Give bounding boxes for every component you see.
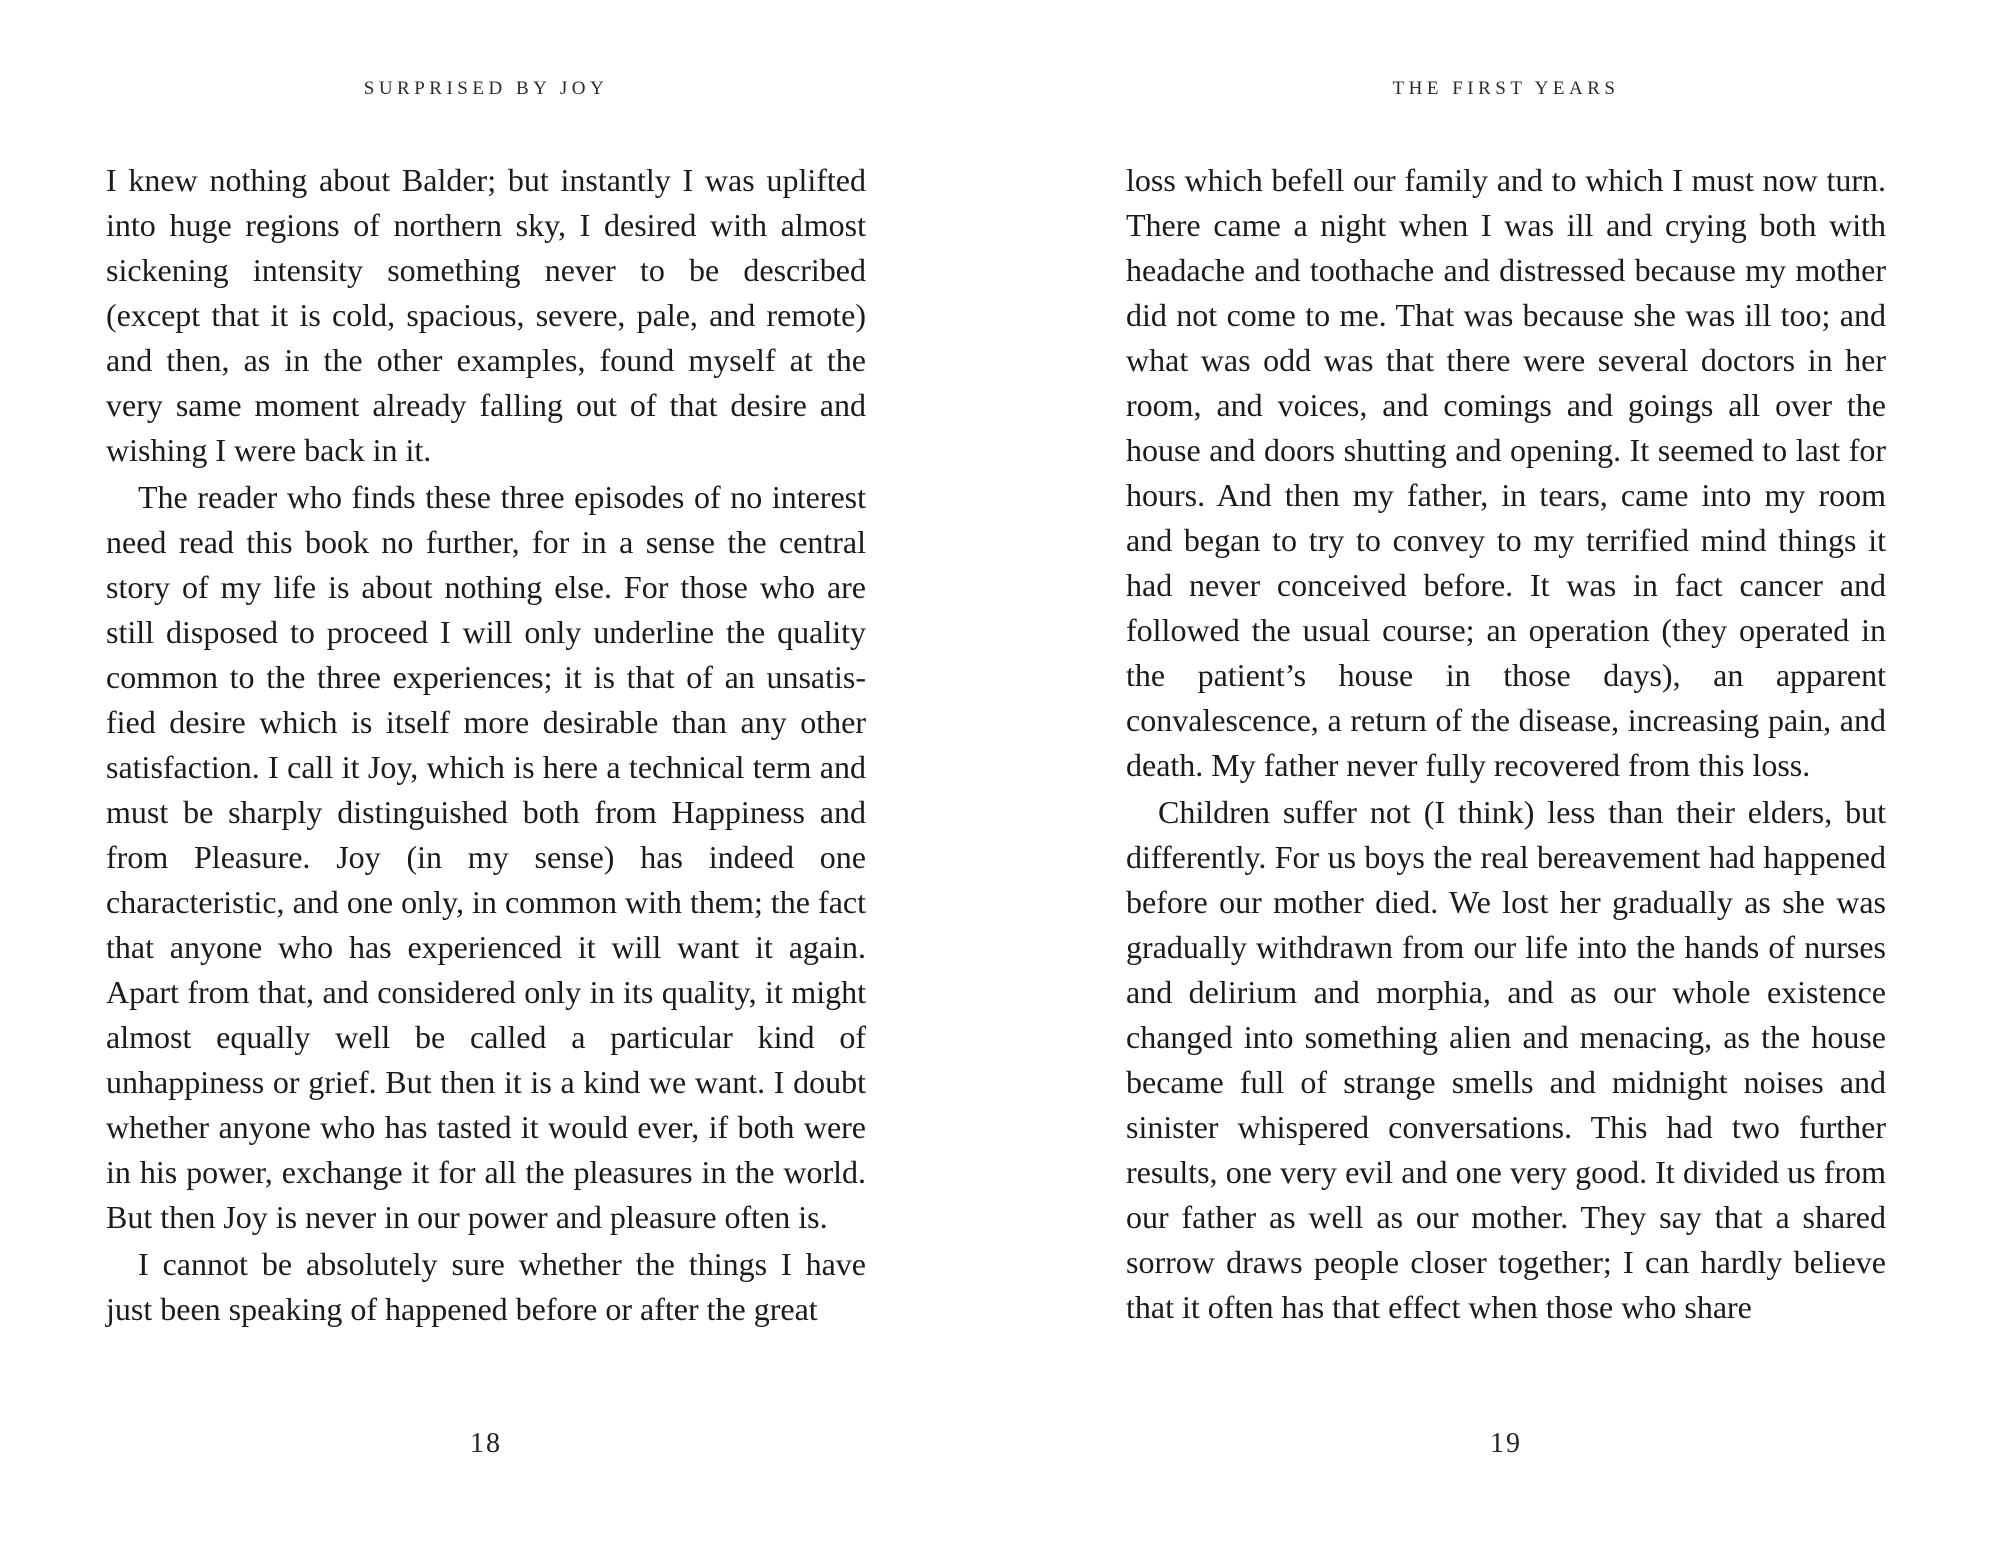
- paragraph: I knew nothing about Balder; but instantly I was uplifted into huge regions of northern sky, I desired with almost sickening intensity something never to be described (except that it is cold, spacious, severe, pale, and remote) and then, as in the other examples, found myself at the very same moment already falling out of that desire and wishing I were back in it.: [106, 162, 866, 468]
- left-page-body: [106, 158, 866, 1334]
- page-number-left: 18: [470, 1428, 502, 1459]
- running-head-right: THE FIRST YEARS: [1392, 78, 1620, 99]
- right-page-body: [1126, 158, 1886, 1332]
- paragraph: The reader who finds these three episodes of no interest need read this book no further, for in a sense the central story of my life is about nothing else. For those who are still disposed to proceed I will only underline the quality common to the three experiences; it is that of an unsatisfied desire which is itself more desirable than any other satisfaction. I call it Joy, which is here a technical term and must be sharply distinguished both from Happiness and from Pleasure. Joy (in my sense) has indeed one characteristic, and one only, in common with them; the fact that anyone who has experienced it will want it again. Apart from that, and considered only in its quality, it might almost equally well be called a particular kind of unhappiness or grief. But then it is a kind we want. I doubt whether anyone who has tasted it would ever, if both were in his power, exchange it for all the pleasures in the world. But then Joy is never in our power and pleasure often is.: [106, 479, 866, 1235]
- paragraph: Children suffer not (I think) less than their elders, but differently. For us boys the real bereavement had happened before our mother died. We lost her gradually as she was gradually withdrawn from our life into the hands of nurses and delirium and morphia, and as our whole existence changed into something alien and menacing, as the house became full of strange smells and midnight noises and sinister whispered conversations. This had two further results, one very evil and one very good. It divided us from our father as well as our mother. They say that a shared sorrow draws people closer together; I can hardly believe that it often has that effect when those who share: [1126, 794, 1886, 1325]
- left-page: [106, 0, 866, 1543]
- page-number-right: 19: [1490, 1428, 1522, 1459]
- paragraph: I cannot be absolutely sure whether the things I have just been speaking of happened before or after the great: [106, 1246, 866, 1327]
- right-page: [1126, 0, 1886, 1543]
- running-head-left: SURPRISED BY JOY: [363, 78, 609, 99]
- paragraph: loss which befell our family and to which I must now turn. There came a night when I was ill and crying both with headache and toothache and distressed because my mother did not come to me. That was because she was ill too; and what was odd was that there were several doctors in her room, and voices, and comings and goings all over the house and doors shutting and opening. It seemed to last for hours. And then my father, in tears, came into my room and began to try to convey to my terrified mind things it had never conceived before. It was in fact cancer and followed the usual course; an operation (they operated in the patient’s house in those days), an apparent convalescence, a return of the disease, increasing pain, and death. My father never fully recovered from this loss.: [1126, 162, 1886, 783]
